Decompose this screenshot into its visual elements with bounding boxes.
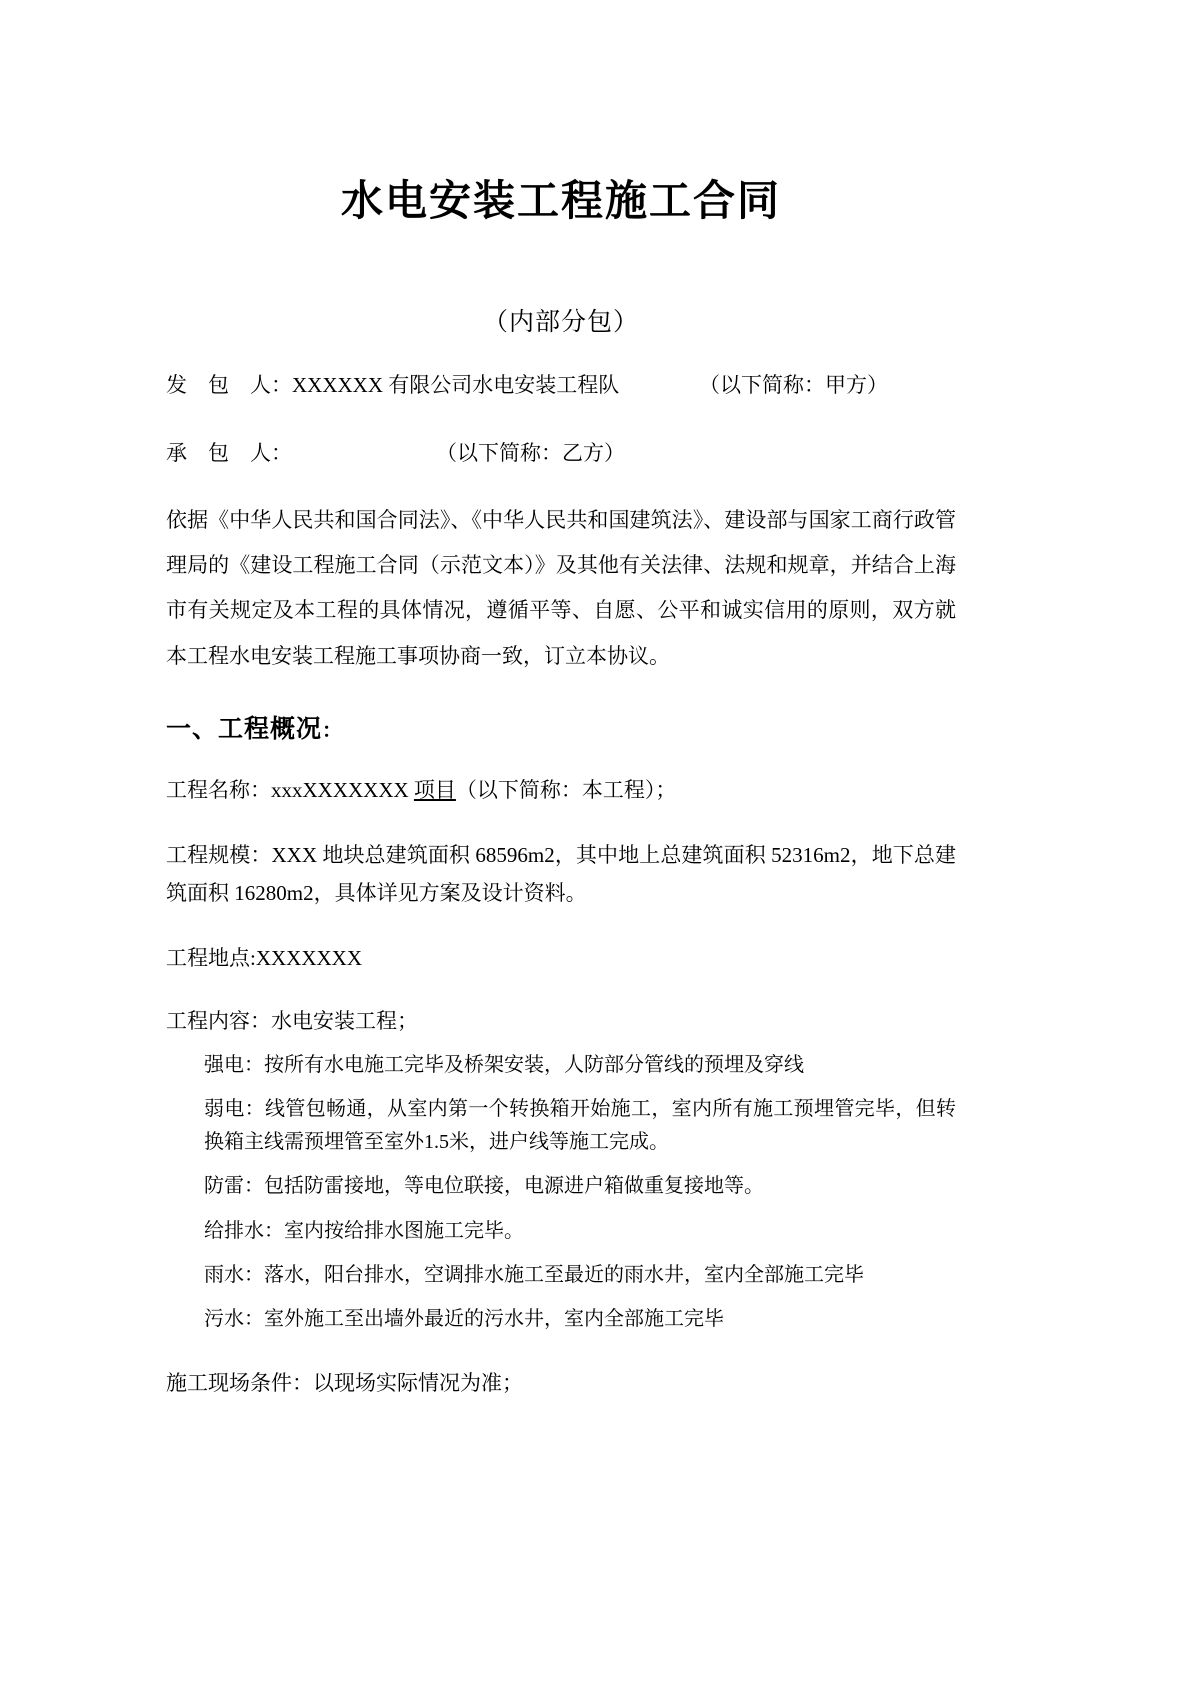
project-content-list	[166, 1049, 956, 1336]
document-content	[166, 0, 956, 1403]
section-heading-text: 一、工程概况	[166, 714, 323, 743]
preamble-paragraph: 依据《中华人民共和国合同法》、《中华人民共和国建筑法》、建设部与国家工商行政管理局的《建设工程施工合同（示范文本）》及其他有关法律、法规和规章，并结合上海市有关规定及本工程的具体情况，遵循平等、自愿、公平和诚实信用的原则，双方就本工程水电安装工程施工事项协商一致，订立本协议。	[166, 508, 956, 668]
page-title: 水电安装工程施工合同	[340, 177, 781, 224]
site-conditions-line: 施工现场条件：以现场实际情况为准；	[166, 1370, 523, 1395]
contractor-alias: （以下简称：乙方）	[436, 441, 625, 466]
project-name-prefix: 工程名称：xxxXXXXXXX	[166, 777, 414, 802]
list-item: 强电：按所有水电施工完毕及桥架安装，人防部分管线的预埋及穿线	[204, 1053, 804, 1076]
list-item: 给排水：室内按给排水图施工完毕。	[204, 1219, 524, 1242]
list-item: 雨水：落水，阳台排水，空调排水施工至最近的雨水井，室内全部施工完毕	[204, 1263, 864, 1286]
project-name-line	[166, 771, 956, 810]
project-location-line: 工程地点:XXXXXXX	[166, 946, 362, 971]
document-subtitle: （内部分包）	[482, 309, 639, 337]
list-item: 弱电：线管包畅通，从室内第一个转换箱开始施工，室内所有施工预埋管完毕，但转换箱主线需预埋管至室外1.5米，进户线等施工完成。	[204, 1098, 956, 1153]
section-heading-one	[166, 709, 956, 745]
project-content-heading: 工程内容：水电安装工程；	[166, 1009, 418, 1034]
employer-line	[166, 366, 956, 406]
project-scale-paragraph: 工程规模：XXX 地块总建筑面积 68596m2，其中地上总建筑面积 52316m2，地下总建筑面积 16280m2，具体详见方案及设计资料。	[166, 842, 956, 906]
employer-value: XXXXXX 有限公司水电安装工程队	[292, 373, 620, 398]
list-item: 防雷：包括防雷接地，等电位联接，电源进户箱做重复接地等。	[204, 1175, 764, 1198]
project-name-suffix: （以下简称：本工程）；	[455, 777, 677, 802]
list-item: 污水：室外施工至出墙外最近的污水井，室内全部施工完毕	[204, 1308, 724, 1331]
project-name-underlined: 项目	[413, 777, 456, 802]
section-heading-colon: ：	[322, 719, 344, 742]
contractor-label: 承 包 人：	[166, 441, 292, 466]
employer-alias: （以下简称：甲方）	[699, 373, 888, 398]
contractor-line	[166, 434, 956, 474]
employer-label: 发 包 人：	[166, 373, 292, 398]
